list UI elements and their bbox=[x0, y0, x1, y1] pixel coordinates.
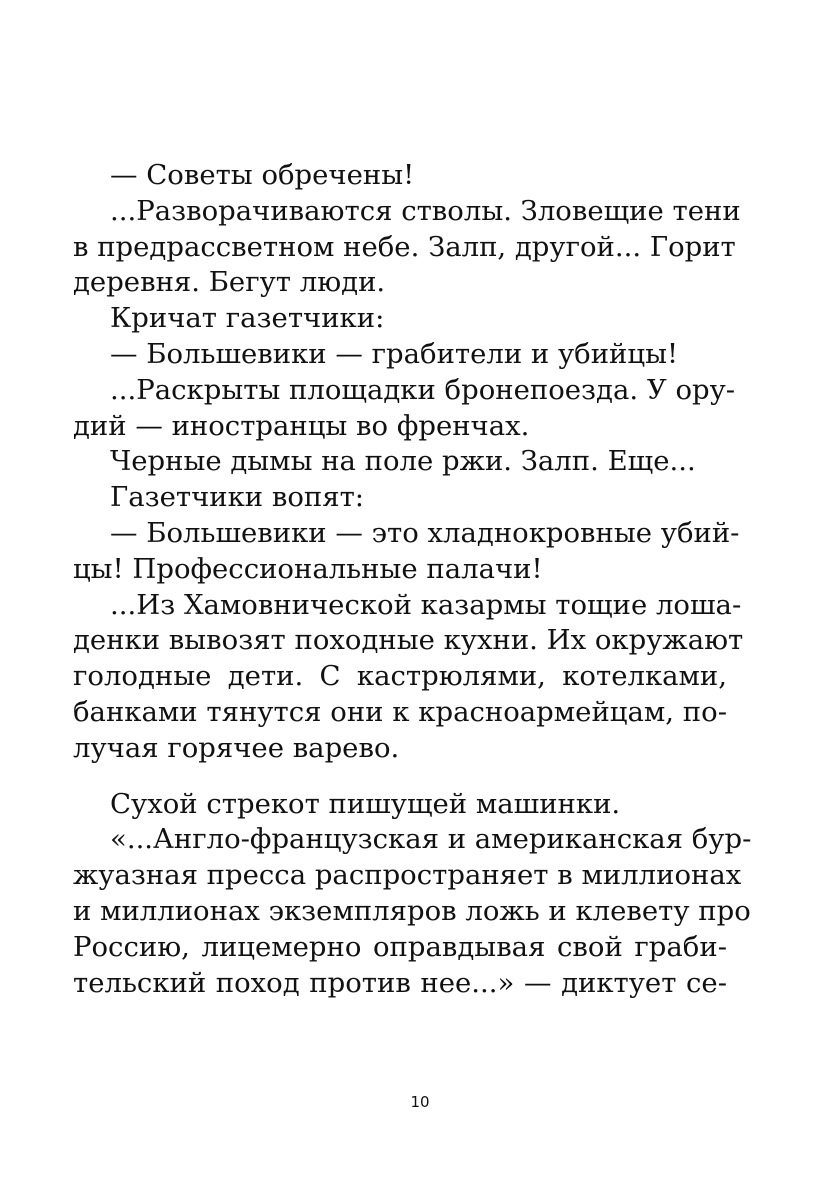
body-text bbox=[73, 158, 752, 1001]
text-line: — Советы обречены! bbox=[110, 159, 415, 191]
text-line: и миллионах экземпляров ложь и клевету про bbox=[73, 894, 751, 927]
text-line: Россию, лицемерно оправдывая свой граби- bbox=[73, 930, 727, 963]
text-line: — Большевики — это хладнокровные убий- bbox=[110, 516, 740, 549]
text-line: ...Из Хамовнической казармы тощие лоша- bbox=[110, 588, 742, 621]
page-number: 10 bbox=[410, 1093, 430, 1111]
text-line: — Большевики — грабители и убийцы! bbox=[110, 337, 679, 370]
text-line: банками тянутся они к красноармейцам, по- bbox=[73, 695, 727, 728]
text-line: ...Разворачиваются стволы. Зловещие тени bbox=[110, 194, 741, 227]
text-line: тельский поход против нее...» — диктует се- bbox=[73, 966, 727, 999]
text-line: Газетчики вопят: bbox=[110, 481, 365, 514]
text-line: «...Англо-французская и американская бур- bbox=[110, 823, 752, 856]
text-line: денки вывозят походные кухни. Их окружают bbox=[73, 624, 744, 657]
text-line: дий — иностранцы во френчах. bbox=[73, 409, 530, 442]
text-line: Черные дымы на поле ржи. Залп. Еще... bbox=[110, 445, 696, 478]
text-line: в предрассветном небе. Залп, другой... Горит bbox=[73, 230, 736, 263]
text-line: ...Раскрыты площадки бронепоезда. У ору- bbox=[110, 373, 736, 406]
text-line: Кричат газетчики: bbox=[110, 302, 385, 335]
text-line: цы! Профессиональные палачи! bbox=[73, 552, 543, 585]
text-line: лучая горячее варево. bbox=[73, 731, 400, 764]
text-line: голодные дети. С кастрюлями, котелками, bbox=[73, 660, 727, 693]
text-line: жуазная пресса распространяет в миллионах bbox=[73, 859, 742, 892]
text-line: деревня. Бегут люди. bbox=[73, 266, 386, 299]
text-line: Сухой стрекот пишущей машинки. bbox=[110, 787, 621, 820]
